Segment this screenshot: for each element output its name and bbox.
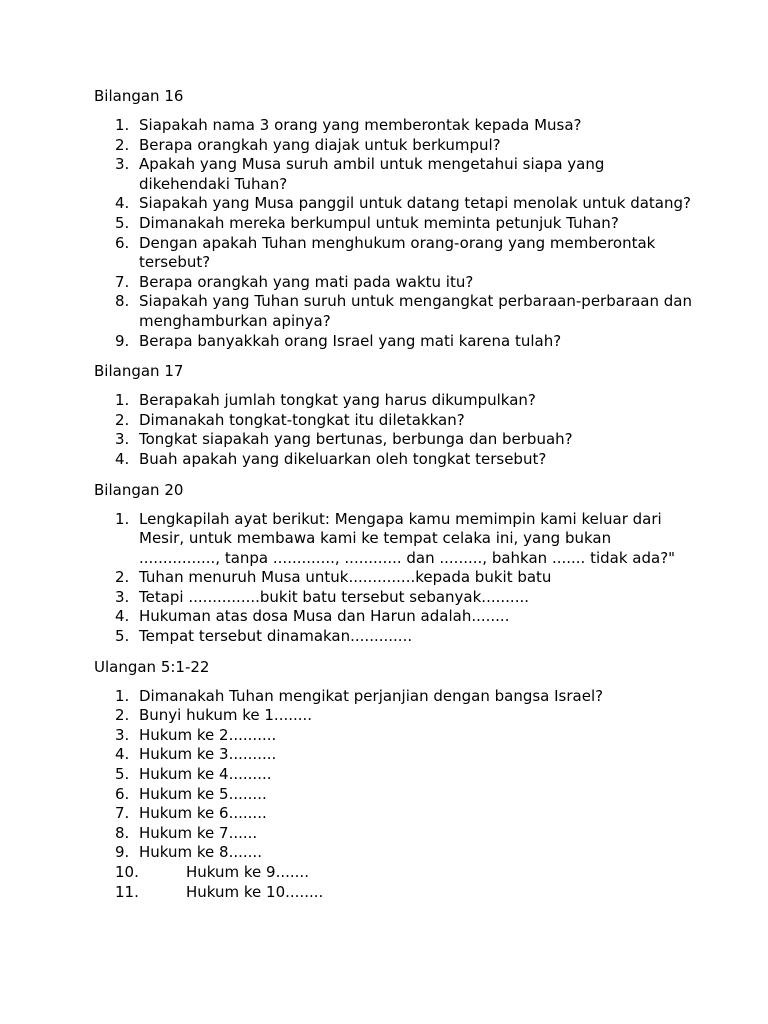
- list-item: [94, 391, 694, 411]
- list-item: [94, 765, 694, 785]
- item-number: 2.: [115, 706, 130, 725]
- list-item: [94, 332, 694, 352]
- list-item: [94, 627, 694, 647]
- list-item: [94, 568, 694, 588]
- item-number: 2.: [115, 568, 130, 587]
- list-item: [94, 136, 694, 156]
- list-item: [94, 450, 694, 470]
- item-text: Dimanakah Tuhan mengikat perjanjian dengan bangsa Israel?: [139, 686, 604, 705]
- item-text: Hukum ke 10........: [186, 882, 324, 901]
- list-item: [94, 804, 694, 824]
- item-text: Bunyi hukum ke 1........: [139, 706, 313, 725]
- list-item: [94, 155, 694, 194]
- document-page: [94, 86, 694, 902]
- item-number: 1.: [115, 391, 130, 410]
- list-item: [94, 726, 694, 746]
- list-item: [94, 687, 694, 707]
- item-text: Berapa banyakkah orang Israel yang mati karena tulah?: [139, 331, 562, 350]
- item-text: Hukum ke 4.........: [139, 765, 272, 784]
- item-text: Hukum ke 7......: [139, 823, 258, 842]
- item-number: 5.: [115, 765, 130, 784]
- item-text: Hukum ke 9.......: [186, 863, 309, 881]
- section-heading: Bilangan 17: [94, 362, 184, 381]
- question-list: [94, 116, 694, 351]
- item-number: 3.: [115, 587, 130, 606]
- item-number: 9.: [115, 843, 130, 862]
- list-item: [94, 430, 694, 450]
- item-text: Hukum ke 5........: [139, 784, 267, 803]
- item-number: 10.: [115, 863, 139, 881]
- item-text: Berapa orangkah yang mati pada waktu itu?: [139, 272, 474, 291]
- item-number: 9.: [115, 331, 130, 350]
- list-item: [94, 824, 694, 844]
- item-number: 4.: [115, 194, 130, 213]
- item-text: Tempat tersebut dinamakan.............: [139, 627, 413, 646]
- section-heading: Bilangan 20: [94, 480, 184, 499]
- item-text: Tetapi ...............bukit batu tersebut sebanyak..........: [139, 587, 529, 606]
- item-text: Apakah yang Musa suruh ambil untuk mengetahui siapa yang dikehendaki Tuhan?: [139, 155, 605, 193]
- question-list: [94, 391, 694, 469]
- item-text: Dengan apakah Tuhan menghukum orang-orang yang memberontak tersebut?: [139, 233, 656, 272]
- item-number: 6.: [115, 784, 130, 803]
- item-number: 3.: [115, 430, 130, 449]
- list-item: [94, 745, 694, 765]
- list-item: [94, 510, 694, 569]
- item-text: Siapakah yang Musa panggil untuk datang tetapi menolak untuk datang?: [139, 194, 691, 213]
- item-text: Hukum ke 2..........: [139, 725, 277, 744]
- list-item: [94, 785, 694, 805]
- item-number: 3.: [115, 155, 130, 174]
- item-text: Berapakah jumlah tongkat yang harus dikumpulkan?: [139, 391, 536, 410]
- list-item: [94, 116, 694, 136]
- section-heading: Ulangan 5:1-22: [94, 657, 210, 676]
- section-heading: Bilangan 16: [94, 87, 184, 105]
- list-item: [94, 843, 694, 863]
- item-text: Hukum ke 6........: [139, 804, 267, 823]
- list-item: [94, 214, 694, 234]
- list-item: [94, 411, 694, 431]
- item-text: Siapakah yang Tuhan suruh untuk mengangkat perbaraan-perbaraan dan menghamburkan apinya?: [139, 292, 692, 330]
- list-item: [94, 234, 694, 273]
- item-text: Hukum ke 3..........: [139, 745, 277, 764]
- item-number: 4.: [115, 607, 130, 626]
- list-item: [94, 607, 694, 627]
- item-number: 7.: [115, 272, 130, 291]
- question-list: [94, 687, 694, 903]
- question-list: [94, 510, 694, 647]
- list-item: [94, 588, 694, 608]
- list-item: [94, 863, 694, 883]
- item-number: 5.: [115, 627, 130, 646]
- item-number: 6.: [115, 233, 130, 252]
- item-number: 11.: [115, 882, 139, 901]
- item-number: 2.: [115, 410, 130, 429]
- item-number: 4.: [115, 449, 130, 468]
- item-text: Lengkapilah ayat berikut: Mengapa kamu memimpin kami keluar dari Mesir, untuk membawa kami ke tempat celaka ini, yang bukan ................, tanpa ............., ............ dan ........., bahkan ....... tidak ada?": [139, 509, 676, 567]
- item-number: 3.: [115, 725, 130, 744]
- item-text: Dimanakah mereka berkumpul untuk meminta petunjuk Tuhan?: [139, 213, 619, 232]
- item-number: 1.: [115, 686, 130, 705]
- item-number: 1.: [115, 509, 130, 528]
- item-text: Siapakah nama 3 orang yang memberontak kepada Musa?: [139, 116, 582, 134]
- item-number: 2.: [115, 135, 130, 154]
- item-text: Dimanakah tongkat-tongkat itu diletakkan?: [139, 410, 465, 429]
- list-item: [94, 194, 694, 214]
- item-number: 7.: [115, 804, 130, 823]
- list-item: [94, 292, 694, 331]
- item-number: 1.: [115, 116, 130, 134]
- item-text: Tongkat siapakah yang bertunas, berbunga dan berbuah?: [139, 430, 573, 449]
- list-item: [94, 273, 694, 293]
- item-text: Hukuman atas dosa Musa dan Harun adalah........: [139, 607, 510, 626]
- item-text: Buah apakah yang dikeluarkan oleh tongkat tersebut?: [139, 449, 547, 468]
- item-text: Hukum ke 8.......: [139, 843, 262, 862]
- list-item: [94, 706, 694, 726]
- item-text: Berapa orangkah yang diajak untuk berkumpul?: [139, 135, 501, 154]
- item-text: Tuhan menuruh Musa untuk..............kepada bukit batu: [139, 568, 552, 587]
- item-number: 8.: [115, 292, 130, 311]
- item-number: 8.: [115, 823, 130, 842]
- item-number: 5.: [115, 213, 130, 232]
- list-item: [94, 883, 694, 903]
- item-number: 4.: [115, 745, 130, 764]
